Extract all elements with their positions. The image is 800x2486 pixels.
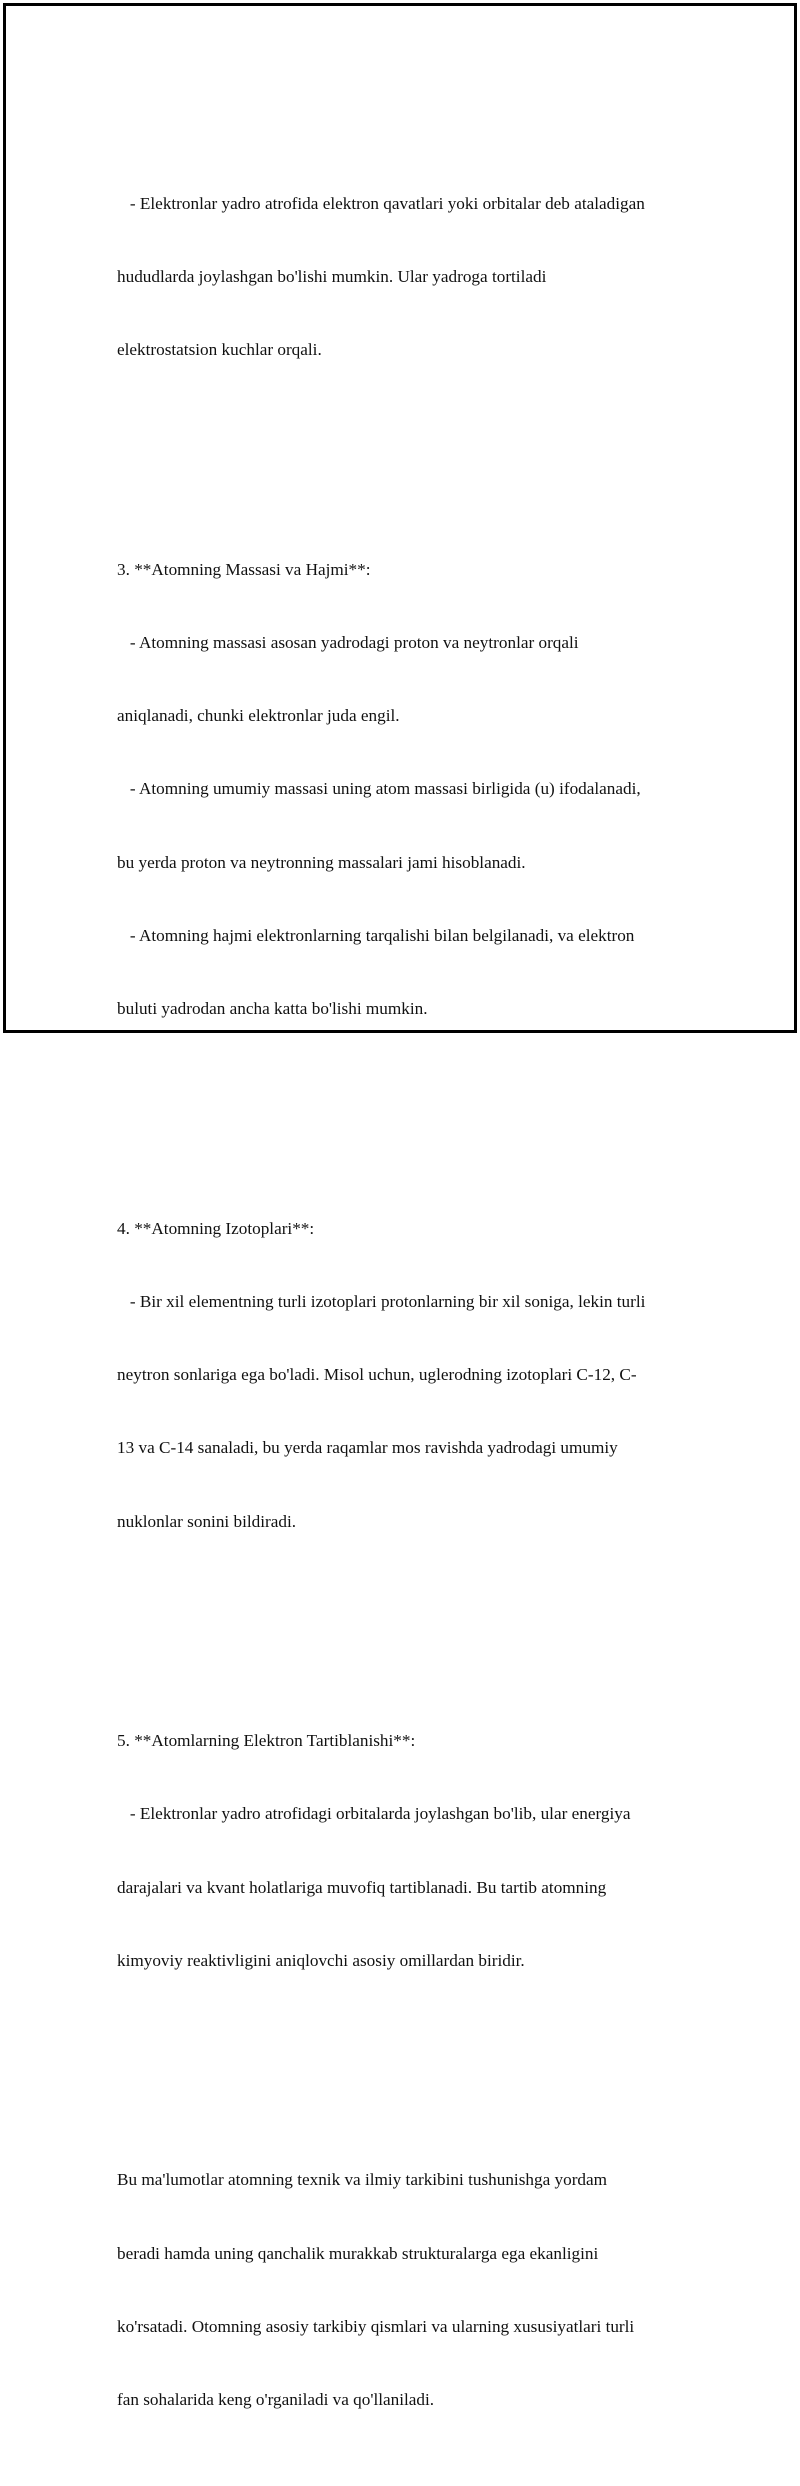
- text-line: darajalari va kvant holatlariga muvofiq tartiblanadi. Bu tartib atomning: [117, 1877, 607, 1897]
- text-line: kimyoviy reaktivligini aniqlovchi asosiy omillardan biridir.: [117, 1950, 525, 1970]
- section-electron-configuration: [117, 1680, 697, 2022]
- text-line: aniqlanadi, chunki elektronlar juda engil.: [117, 706, 400, 726]
- text-line: neytron sonlariga ega bo'ladi. Misol uchun, uglerodning izotoplari C-12, C-: [117, 1365, 637, 1385]
- text-line: - Elektronlar yadro atrofidagi orbitalarda joylashgan bo'lib, ular energiya: [117, 1804, 631, 1824]
- paragraph-conclusion: [117, 2120, 697, 2462]
- text-line: nuklonlar sonini bildiradi.: [117, 1511, 297, 1531]
- text-line: - Atomning umumiy massasi uning atom massasi birligida (u) ifodalanadi,: [117, 779, 641, 799]
- text-line: Bu ma'lumotlar atomning texnik va ilmiy tarkibini tushunishga yordam: [117, 2170, 608, 2190]
- text-line: buluti yadrodan ancha katta bo'lishi mumkin.: [117, 999, 428, 1019]
- text-line: - Bir xil elementning turli izotoplari protonlarning bir xil soniga, lekin turli: [117, 1291, 646, 1311]
- text-line: elektrostatsion kuchlar orqali.: [117, 340, 322, 360]
- section-heading: 4. **Atomning Izotoplari**:: [117, 1218, 315, 1238]
- text-line: - Atomning hajmi elektronlarning tarqalishi bilan belgilanadi, va elektron: [117, 925, 635, 945]
- section-heading: 3. **Atomning Massasi va Hajmi**:: [117, 559, 371, 579]
- text-line: bu yerda proton va neytronning massalari jami hisoblanadi.: [117, 852, 526, 872]
- paragraph-electron-orbitals: [117, 143, 697, 411]
- text-line: fan sohalarida keng o'rganiladi va qo'llaniladi.: [117, 2390, 435, 2410]
- text-line: ko'rsatadi. Otomning asosiy tarkibiy qismlari va ularning xususiyatlari turli: [117, 2316, 635, 2336]
- text-line: - Atomning massasi asosan yadrodagi proton va neytronlar orqali: [117, 632, 579, 652]
- section-mass-volume: [117, 509, 697, 1070]
- section-heading: 5. **Atomlarning Elektron Tartiblanishi**:: [117, 1731, 416, 1751]
- section-isotopes: [117, 1168, 697, 1583]
- text-line: 13 va C-14 sanaladi, bu yerda raqamlar mos ravishda yadrodagi umumiy: [117, 1438, 618, 1458]
- text-line: beradi hamda uning qanchalik murakkab strukturalarga ega ekanligini: [117, 2243, 599, 2263]
- document-body: [117, 94, 697, 2486]
- text-line: hududlarda joylashgan bo'lishi mumkin. Ular yadroga tortiladi: [117, 266, 547, 286]
- text-line: - Elektronlar yadro atrofida elektron qavatlari yoki orbitalar deb ataladigan: [117, 193, 645, 213]
